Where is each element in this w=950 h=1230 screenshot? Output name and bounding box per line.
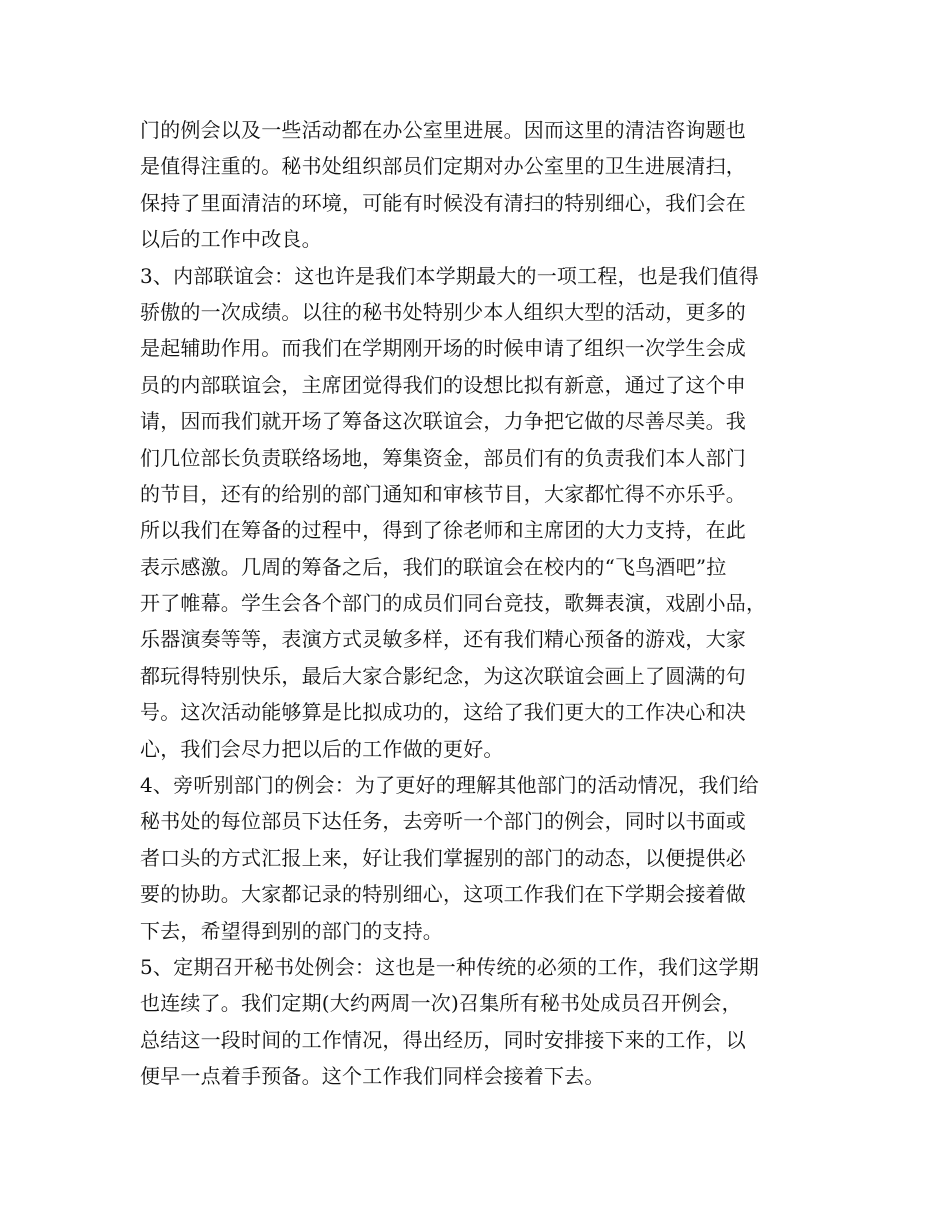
text-line: 开了帷幕。学生会各个部门的成员们同台竞技，歌舞表演，戏剧小品， — [140, 591, 767, 616]
text-line: 心，我们会尽力把以后的工作做的更好。 — [140, 736, 504, 761]
text-line: 员的内部联谊会，主席团觉得我们的设想比拟有新意，通过了这个申 — [140, 372, 746, 397]
text-line: 门的例会以及一些活动都在办公室里进展。因而这里的清洁咨询题也 — [140, 118, 746, 142]
text-line: 便早一点着手预备。这个工作我们同样会接着下去。 — [140, 1064, 605, 1089]
document-body — [140, 112, 830, 1095]
text-line: 下去，希望得到别的部门的支持。 — [140, 918, 443, 943]
text-line: 的节目，还有的给别的部门通知和审核节目，大家都忙得不亦乐乎。 — [140, 481, 746, 506]
text-line: 所以我们在筹备的过程中，得到了徐老师和主席团的大力支持，在此 — [140, 518, 746, 543]
text-line: 号。这次活动能够算是比拟成功的，这给了我们更大的工作决心和决 — [140, 700, 746, 725]
text-line: 总结这一段时间的工作情况，得出经历，同时安排接下来的工作，以 — [140, 1027, 746, 1052]
section-5-heading-line: 5、定期召开秘书处例会：这也是一种传统的必须的工作，我们这学期 — [140, 954, 759, 979]
text-line: 也连续了。我们定期(大约两周一次)召集所有秘书处成员召开例会， — [140, 991, 742, 1016]
text-line: 们几位部长负责联络场地，筹集资金，部员们有的负责我们本人部门 — [140, 445, 746, 470]
text-line: 秘书处的每位部员下达任务，去旁听一个部门的例会，同时以书面或 — [140, 809, 746, 834]
section-3-heading-line: 3、内部联谊会：这也许是我们本学期最大的一项工程，也是我们值得 — [140, 263, 759, 288]
text-line: 请，因而我们就开场了筹备这次联谊会，力争把它做的尽善尽美。我 — [140, 409, 746, 434]
text-line: 保持了里面清洁的环境，可能有时候没有清扫的特别细心，我们会在 — [140, 190, 746, 215]
text-line: 是值得注重的。秘书处组织部员们定期对办公室里的卫生进展清扫， — [140, 154, 746, 179]
text-line: 都玩得特别快乐，最后大家合影纪念，为这次联谊会画上了圆满的句 — [140, 663, 746, 688]
text-line: 者口头的方式汇报上来，好让我们掌握别的部门的动态，以便提供必 — [140, 845, 746, 870]
text-line: 以后的工作中改良。 — [140, 227, 322, 252]
text-line: 骄傲的一次成绩。以往的秘书处特别少本人组织大型的活动，更多的 — [140, 299, 746, 324]
text-line: 表示感激。几周的筹备之后，我们的联谊会在校内的“飞鸟酒吧”拉 — [140, 554, 727, 579]
text-line: 要的协助。大家都记录的特别细心，这项工作我们在下学期会接着做 — [140, 882, 746, 907]
text-line: 乐器演奏等等，表演方式灵敏多样，还有我们精心预备的游戏，大家 — [140, 627, 746, 652]
text-line: 是起辅助作用。而我们在学期刚开场的时候申请了组织一次学生会成 — [140, 336, 746, 361]
section-4-heading-line: 4、旁听别部门的例会：为了更好的理解其他部门的活动情况，我们给 — [140, 773, 759, 798]
